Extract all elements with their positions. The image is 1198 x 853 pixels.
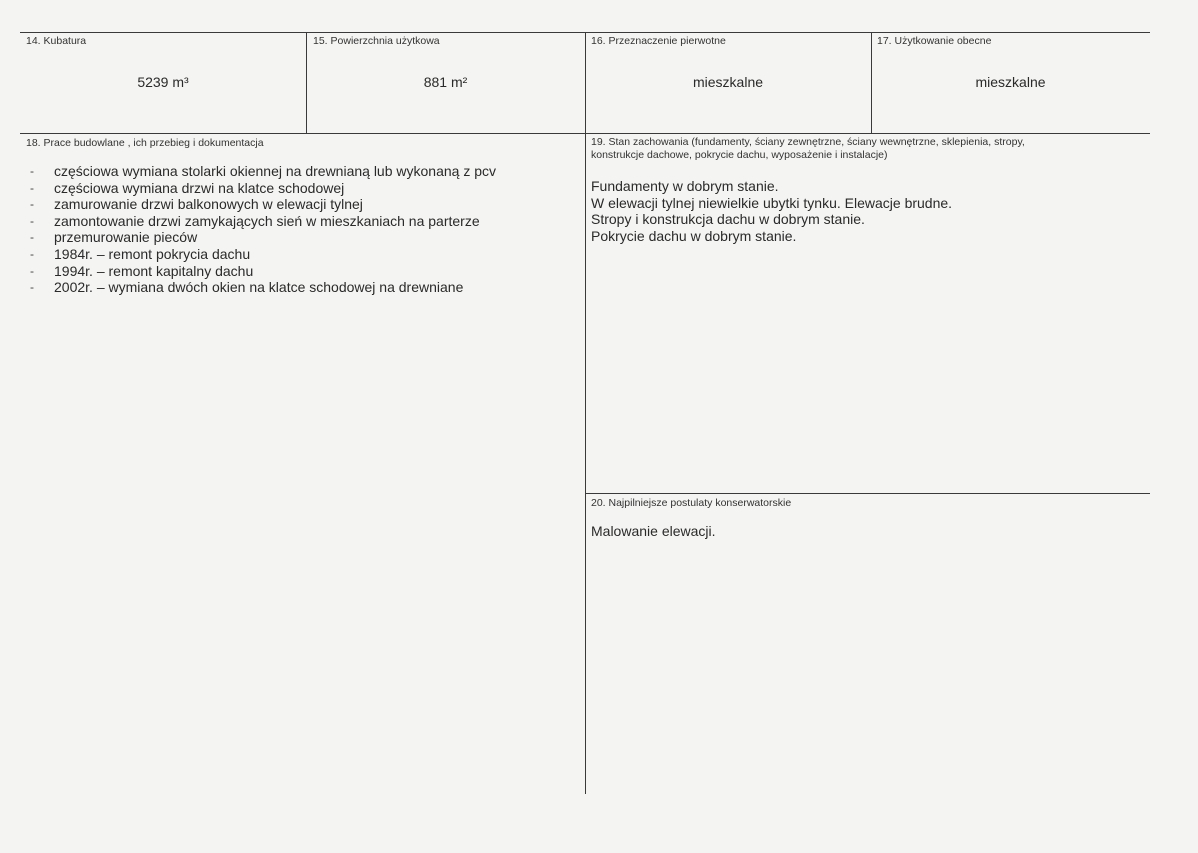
list-item: - zamurowanie drzwi balkonowych w elewacji tylnej	[30, 196, 496, 213]
list-item: - częściowa wymiana stolarki okiennej na drewnianą lub wykonaną z pcv	[30, 163, 496, 180]
condition-paragraph: Fundamenty w dobrym stanie.	[591, 178, 779, 194]
kubatura-value: 5239 m³	[137, 74, 189, 90]
list-item: - 1994r. – remont kapitalny dachu	[30, 263, 496, 280]
section18-list	[30, 163, 496, 296]
list-item: - zamontowanie drzwi zamykających sień w mieszkaniach na parterze	[30, 213, 496, 230]
condition-paragraph: Pokrycie dachu w dobrym stanie.	[591, 227, 797, 244]
section20-label: 20. Najpilniejsze postulaty konserwatorskie	[591, 497, 792, 509]
section20-divider	[585, 493, 1150, 494]
section19-label-line2: konstrukcje dachowe, pokrycie dachu, wyposażenie i instalacje)	[591, 149, 888, 161]
section19-text	[591, 178, 952, 244]
uzytkowanie-value: mieszkalne	[975, 74, 1046, 90]
section20-text: Malowanie elewacji.	[591, 523, 716, 539]
section18-label: 18. Prace budowlane , ich przebieg i dokumentacja	[26, 137, 264, 149]
condition-paragraph: Stropy i konstrukcja dachu w dobrym stanie.	[591, 211, 865, 228]
uzytkowanie-label: 17. Użytkowanie obecne	[877, 35, 992, 47]
list-item: - 1984r. – remont pokrycia dachu	[30, 246, 496, 263]
condition-paragraph: W elewacji tylnej niewielkie ubytki tynku. Elewacje brudne.	[591, 194, 953, 211]
powierzchnia-label: 15. Powierzchnia użytkowa	[313, 35, 440, 47]
section19-label-line1: 19. Stan zachowania (fundamenty, ściany zewnętrzne, ściany wewnętrzne, sklepienia, stropy,	[591, 136, 1025, 148]
kubatura-label: 14. Kubatura	[26, 35, 87, 47]
list-item: - częściowa wymiana drzwi na klatce schodowej	[30, 180, 496, 197]
list-item: - przemurowanie pieców	[30, 229, 496, 246]
przeznaczenie-label: 16. Przeznaczenie pierwotne	[591, 35, 726, 47]
divider-15-16	[585, 32, 586, 794]
list-item: - 2002r. – wymiana dwóch okien na klatce schodowej na drewniane	[30, 279, 496, 296]
powierzchnia-value: 881 m²	[423, 74, 468, 90]
przeznaczenie-value: mieszkalne	[692, 74, 764, 90]
